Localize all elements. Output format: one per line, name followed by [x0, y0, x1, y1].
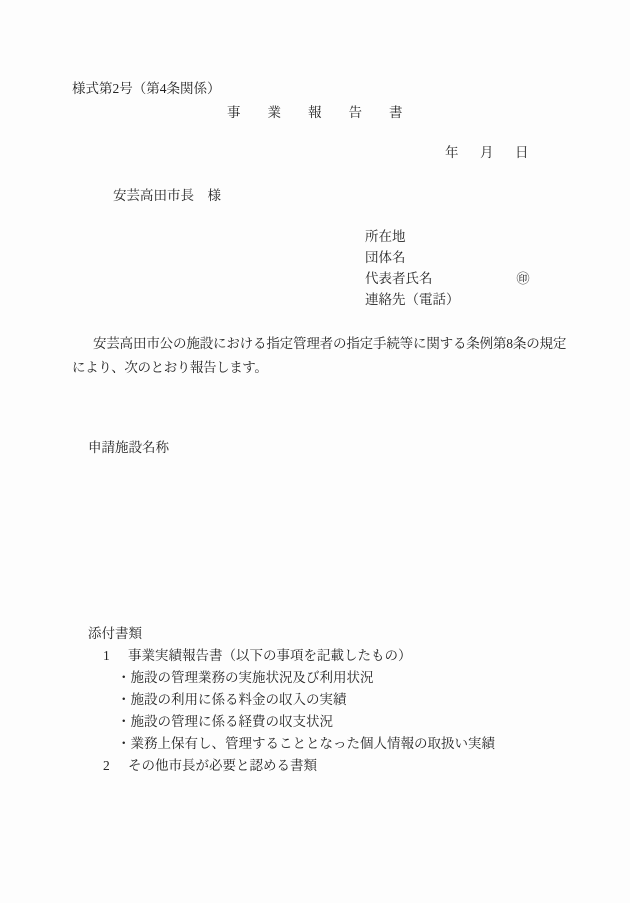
sender-address-label: 所在地 — [365, 229, 406, 244]
item-text: 施設の利用に係る料金の収入の実績 — [130, 692, 347, 707]
attachments-section — [72, 623, 495, 777]
attachment-item — [72, 755, 495, 777]
facility-name-label: 申請施設名称 — [88, 440, 169, 455]
report-statement-paragraph: 安芸高田市公の施設における指定管理者の指定手続等に関する条例第8条の規定により、次のとおり報告します。 — [72, 336, 566, 375]
sender-representative-label: 代表者氏名 — [365, 271, 433, 286]
attachment-item — [72, 689, 495, 711]
item-text: 施設の管理に係る経費の収支状況 — [130, 714, 333, 729]
item-marker: ・ — [117, 692, 131, 707]
item-text: 事業実績報告書（以下の事項を記載したもの） — [128, 648, 412, 663]
item-text: 施設の管理業務の実施状況及び利用状況 — [130, 670, 374, 685]
seal-mark-icon: ㊞ — [516, 271, 530, 286]
sender-representative-line — [365, 268, 530, 289]
item-marker: ・ — [117, 736, 131, 751]
attachment-item — [72, 733, 495, 755]
item-marker: 1 — [103, 648, 110, 663]
item-marker: ・ — [117, 714, 131, 729]
attachment-item — [72, 667, 495, 689]
attachment-item — [72, 645, 495, 667]
sender-organization-text: 団体名 — [365, 250, 406, 265]
item-marker: ・ — [117, 670, 131, 685]
item-text: 業務上保有し、管理することとなった個人情報の取扱い実績 — [130, 736, 495, 751]
attachment-item — [72, 711, 495, 733]
item-marker: 2 — [103, 758, 110, 773]
sender-info-block — [365, 226, 530, 310]
form-number: 様式第2号（第4条関係） — [72, 81, 221, 96]
sender-organization-label — [365, 247, 530, 268]
attachments-title: 添付書類 — [88, 626, 142, 641]
sender-contact-label: 連絡先（電話） — [365, 292, 460, 307]
document-title: 事業報告書 — [227, 105, 430, 120]
recipient-line: 安芸高田市長 様 — [113, 188, 221, 203]
item-text: その他市長が必要と認める書類 — [128, 758, 317, 773]
date-blank-line: 年 月 日 — [445, 145, 533, 160]
